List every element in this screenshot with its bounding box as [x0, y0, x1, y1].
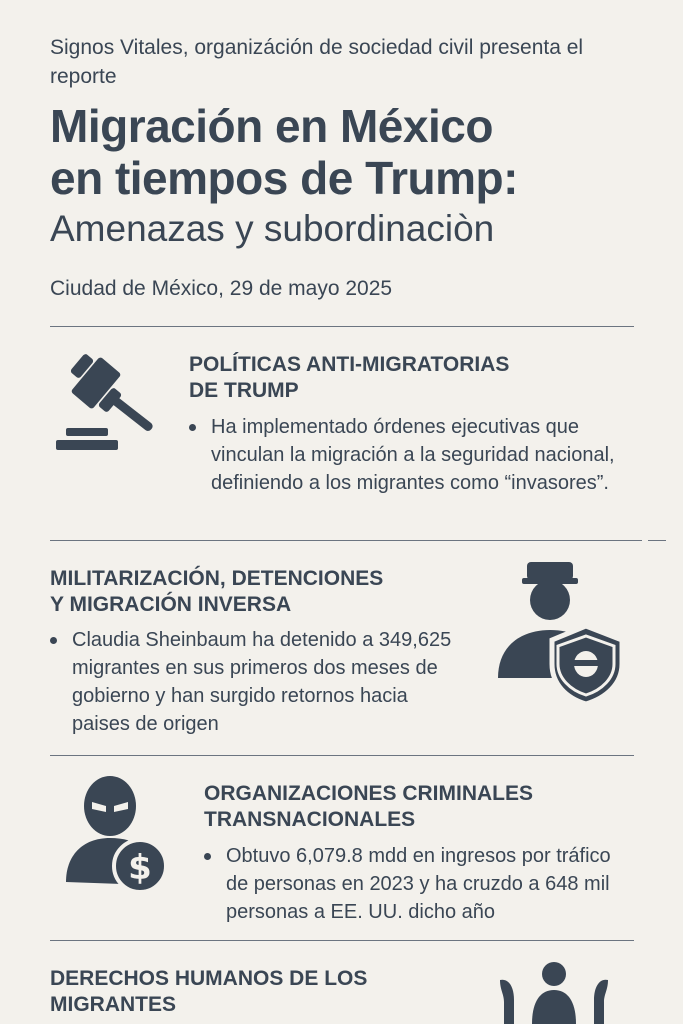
title-line-2: en tiempos de Trump:: [50, 152, 518, 204]
divider: [50, 326, 634, 327]
heading-line-1: DERECHOS HUMANOS DE LOS: [50, 967, 368, 990]
heading-line-2: Y MIGRACIÓN INVERSA: [50, 593, 292, 616]
bullet-icon: [189, 413, 211, 497]
section-heading: [204, 781, 634, 833]
divider-tail: [648, 540, 666, 541]
section-heading: [189, 352, 629, 404]
bullet-icon: [50, 626, 72, 738]
protected-person-hands-icon: [498, 960, 610, 1024]
section-heading: [50, 566, 480, 618]
divider: [50, 940, 634, 941]
heading-line-1: POLÍTICAS ANTI-MIGRATORIAS: [189, 353, 510, 376]
bullet-text: Claudia Sheinbaum ha detenido a 349,625 migrantes en sus primeros dos meses de gobierno y han surgido retornos hacia paises de origen: [72, 629, 452, 735]
bullet-text: Obtuvo 6,079.8 mdd en ingresos por tráfico de personas en 2023 y ha cruzdo a 648 mil personas a EE. UU. dicho año: [226, 845, 611, 923]
bullet-text: Ha implementado órdenes ejecutivas que vinculan la migración a la seguridad nacional, definiendo a los migrantes como “invasores”.: [211, 416, 615, 494]
heading-line-2: MIGRANTES: [50, 993, 176, 1016]
list-item: [204, 842, 634, 926]
svg-text:$: $: [128, 848, 152, 888]
title-line-1: Migración en México: [50, 100, 493, 152]
heading-line-2: DE TRUMP: [189, 379, 299, 402]
dateline: Ciudad de México, 29 de mayo 2025: [50, 277, 393, 300]
soldier-shield-icon: [494, 560, 626, 705]
list-item: [50, 626, 460, 738]
heading-line-1: MILITARIZACIÓN, DETENCIONES: [50, 567, 384, 590]
heading-line-1: ORGANIZACIONES CRIMINALES: [204, 782, 534, 805]
section-heading: [50, 966, 470, 1018]
bullet-icon: [204, 842, 226, 926]
masked-criminal-money-icon: [62, 776, 172, 896]
page-subtitle: Amenazas y subordinaciòn: [50, 208, 495, 249]
list-item: [189, 413, 629, 497]
divider: [50, 540, 642, 541]
page-title: [50, 100, 650, 204]
report-intro: Signos Vitales, organizáción de sociedad civil presenta el reporte: [50, 36, 584, 88]
divider: [50, 755, 634, 756]
heading-line-2: TRANSNACIONALES: [204, 808, 416, 831]
gavel-icon: [52, 352, 164, 452]
